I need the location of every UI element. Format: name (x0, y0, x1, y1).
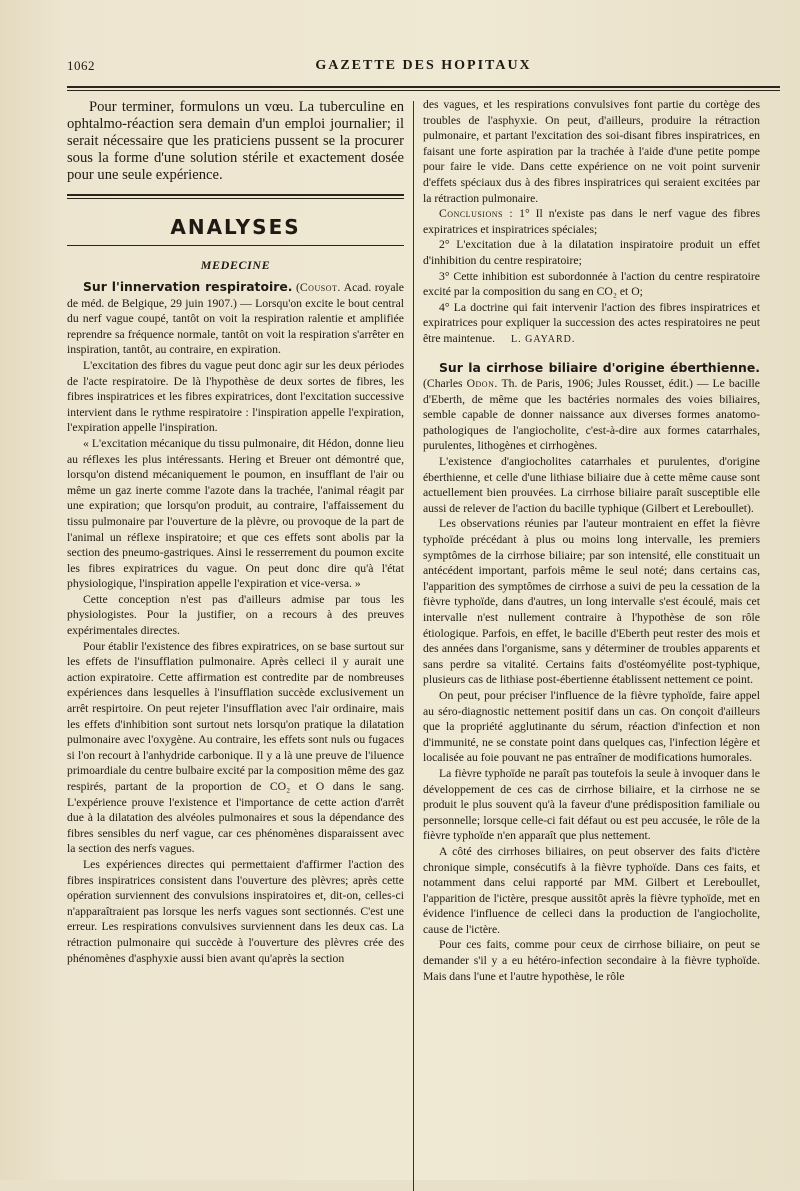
paragraph: des vagues, et les respirations convulsives font partie du cortège des troubles de l'asphyxie. On peut, d'ailleurs, produire la rétraction pulmonaire, et partant l'excitation des soi-disant fibres inspiratrices, en faisant une forte aspiration par la trachée à l'aide d'une petite pompe pour faire le vide. Dans cette expérience on ne voit point survenir d'effets spéciaux dus à des fibres inspiratrices qui seraient excitées par la rétraction pulmonaire. (423, 98, 760, 205)
paragraph: Pour établir l'existence des fibres expiratrices, on se base surtout sur les effets de l'insufflation pulmonaire. Après celleci il y aurait une action expiratoire. Cette affirmation est contredite par de nombreuses expériences dans lesquelles à l'insufflation succède exclusivement un arrêt respirtoire. On peut rejeter l'insufflation avec l'air ordinaire, mais les effets d'inhibition sont surtout nets lorsqu'on pratique la dilatation pulmonaire avec l'oxygène. Au contraire, les effets sont nuls ou fugaces si l'on recourt à l'anhydride carbonique. Il y a là une preuve de l'iluence primoardiale du centre bulbaire excité par la composition même des gaz respirés, partant de la proportion de CO₂ et O dans le sang. L'expérience prouve l'existence et l'importance de cette action d'arrêt due à la dilatation des alvéoles pulmonaires et sous la dépendance des fibres sensibles du nerf vague, car ces phénomènes disparaissent avec la section des nerfs vagues. (67, 639, 404, 856)
conclusions-label: Conclusions : (439, 207, 514, 221)
right-column (423, 97, 760, 984)
article2-author: Odon. (466, 377, 498, 391)
conclusion-3: 3° Cette inhibition est subordonnée à l'action du centre respiratoire excité par la composition du sang en CO₂ et O; (423, 269, 760, 299)
conclusion-4: 4° La doctrine qui fait intervenir l'action des fibres inspiratrices et expiratrices pour expliquer la succession des actes respiratoires ne peut être maintenue. L. GAYARD. (423, 300, 760, 345)
article1-title: Sur l'innervation respiratoire. (83, 279, 293, 294)
intro-paragraph: Pour terminer, formulons un vœu. La tuberculine en ophtalmo-réaction sera demain d'un emploi journalier; il serait nécessaire que les praticiens pussent se la procurer sous la forme d'une solution stérile et exactement dosée pour une seule expérience. (67, 99, 404, 183)
paragraph: On peut, pour préciser l'influence de la fièvre typhoïde, faire appel au séro-diagnostic nettement positif dans un cas. On conçoit d'ailleurs que la propriété agglutinante du sérum, réaction d'infection et non d'immunité, ne se constate point dans quelques cas, l'infection légère et localisée au foie pouvant ne pas entraîner de modifications humorales. (423, 688, 760, 765)
intro-block (67, 99, 404, 184)
section-title: ANALYSES (170, 215, 301, 239)
article1-lead: Sur l'innervation respiratoire. (Cousot. Acad. royale de méd. de Belgique, 29 juin 1907.) — Lorsqu'on excite le bout central du nerf vague coupé, tantôt on voit la respiration ralentie et amplifiée reprendre sa fréquence normale, tantôt on voit la respiration s'arrêter en inspiration, tantôt, au contraire, en expiration. (67, 279, 404, 357)
header-rule (67, 86, 780, 91)
article2-citation: Th. de Paris, 1906; Jules Rousset, édit.) — Le bacille d'Eberth, de même que les bactéries normales des voies biliaires, semble capable de donner naissance aux diverses formes anatomo-pathologiques de l'angiocholite, c'est-à-dire aux formes catarrhales, purulentes, lithogènes et cirrhogènes. (423, 377, 760, 453)
article1-author: Cousot. (299, 281, 341, 294)
article-gap (423, 348, 760, 360)
column-separator (413, 101, 414, 1191)
article2-lead: Sur la cirrhose biliaire d'origine éberthienne. (Charles Odon. Th. de Paris, 1906; Jules Rousset, édit.) — Le bacille d'Eberth, de même que les bactéries normales des voies biliaires, semble capable de donner naissance aux diverses formes anatomo-pathologiques de l'angiocholite, c'est-à-dire aux formes catarrhales, purulentes, lithogènes et cirrhogènes. (423, 359, 760, 453)
page-header (67, 58, 780, 80)
article1-citation: Acad. royale de méd. de Belgique, 29 juin 1907.) — Lorsqu'on excite le bout central du nerf vague coupé, tantôt on voit la respiration ralentie et amplifiée reprendre sa fréquence normale, tantôt on voit la respiration s'arrêter en inspiration, tantôt, au contraire, en expiration. (67, 281, 404, 357)
article1-signature: L. GAYARD. (511, 333, 576, 345)
section-divider (67, 194, 404, 199)
section-rule (67, 245, 404, 246)
page-number: 1062 (67, 58, 95, 73)
paragraph: Cette conception n'est pas d'ailleurs admise par tous les physiologistes. Pour la justifier, on a recours à des preuves expérimentales directes. (67, 592, 404, 638)
subsection-title: MEDECINE (200, 258, 271, 272)
article2-title: Sur la cirrhose biliaire d'origine éberthienne. (439, 359, 760, 375)
paragraph: Pour ces faits, comme pour ceux de cirrhose biliaire, on peut se demander s'il y a eu hétéro-infection secondaire à la fièvre typhoïde. Mais dans l'une et l'autre hypothèse, le rôle (423, 938, 760, 983)
paragraph: L'existence d'angiocholites catarrhales et purulentes, d'origine éberthienne, et celle d'une lithiase biliaire due à cette même cause sont actuellement bien prouvées. La cirrhose biliaire paraît susceptible elle aussi de relever de l'action du bacille typhique (Gilbert et Lereboullet). (423, 455, 760, 515)
paragraph: Les expériences directes qui permettaient d'affirmer l'action des fibres inspiratrices consistent dans l'ouverture des plèvres; après cette opération surviennent des convulsions inspiratoires et, dit-on, celles-ci n'apparaîtraient pas lorsque les nerfs vagues sont sectionnés. C'est une erreur. Les respirations convulsives surviennent dans les deux cas. La rétraction pulmonaire qui succède à l'ouverture des plèvres crée des phénomènes d'asphyxie aussi bien avant qu'après la section (67, 857, 404, 965)
columns (67, 97, 780, 984)
paragraph: « L'excitation mécanique du tissu pulmonaire, dit Hédon, donne lieu au réflexes les plus intéressants. Hering et Breuer ont démontré que, lorsqu'on distend mécaniquement le poumon, en insufflant de l'air ou même un gaz inerte comme l'azote dans la trachée, l'animal réagit par une expiration; que lorsqu'on produit, au contraire, l'affaissement du tissu pulmonaire par l'ouverture de la plèvre, ou provoque de la part de l'animal un réflexe inspiratoire; et que ces effets sont abolis par la section des pneumo-gastriques. Ainsi le resserrement du poumon excite les fibres expiratrices du vague. On peut donc dire qu'à l'état physiologique, l'inspiration appelle l'expiration et vice-versa. » (67, 436, 404, 591)
paragraph: A côté des cirrhoses biliaires, on peut observer des faits d'ictère chronique simple, consécutifs à la fièvre typhoïde. Dans ces faits, et notamment dans celui rapporté par MM. Gilbert et Lereboullet, l'apparition de l'ictère, presque aussitôt après la fièvre typhoïde, met en évidence l'influence de celleci dans la production de l'angiocholite, cause de l'ictère. (423, 844, 760, 936)
conclusion-1: Conclusions : 1° Il n'existe pas dans le nerf vague des fibres expiratrices et inspiratrices spéciales; (423, 207, 761, 236)
left-column (67, 97, 404, 984)
journal-title: GAZETTE DES HOPITAUX (315, 58, 532, 73)
paragraph: L'excitation des fibres du vague peut donc agir sur les deux périodes de l'acte respiratoire. De là l'hypothèse de deux sortes de fibres, les fibres inspiratrices et les fibres expiratrices, dont l'excitation successive intervient dans le rythme respiratoire : l'inspiration appelle l'expiration, l'expiration appelle l'inspiration. (67, 358, 404, 435)
paragraph: La fièvre typhoïde ne paraît pas toutefois la seule à invoquer dans le développement de ces cas de cirrhose biliaire, et la cirrhose ne se produit le plus souvent qu'à la faveur d'une prédisposition familiale ou personnelle; lorsque celle-ci fait défaut ou est peu accusée, le rôle de la fièvre typhoïde n'en apparaît que plus nettement. (423, 766, 760, 843)
paragraph: Les observations réunies par l'auteur montraient en effet la fièvre typhoïde précédant à plus ou moins long intervalle, les premiers symptômes de la cirrhose biliaire; par son intensité, elle constituait un antécédent important, parfois même le seul noté; dans certains cas, l'apparition des symptômes de cirrhose a suivi de peu la cessation de la fièvre typhoïde, dans d'autres, un long intervalle s'est écoulé, mais cet intervalle n'est nullement contraire à l'hypothèse de son rôle étiologique. Parfois, en effet, le bacille d'Eberth peut rester des mois et des années dans l'organisme, sans y déterminer de troubles apparents et sans perdre sa vitalité. Certains faits d'ostéomyélite post-typhique, plusieurs cas de lithiase post-ébertienne établissent nettement ce point. (423, 517, 760, 687)
conclusion-2: 2° L'excitation due à la dilatation inspiratoire produit un effet d'inhibition du centre respiratoire; (423, 238, 760, 267)
